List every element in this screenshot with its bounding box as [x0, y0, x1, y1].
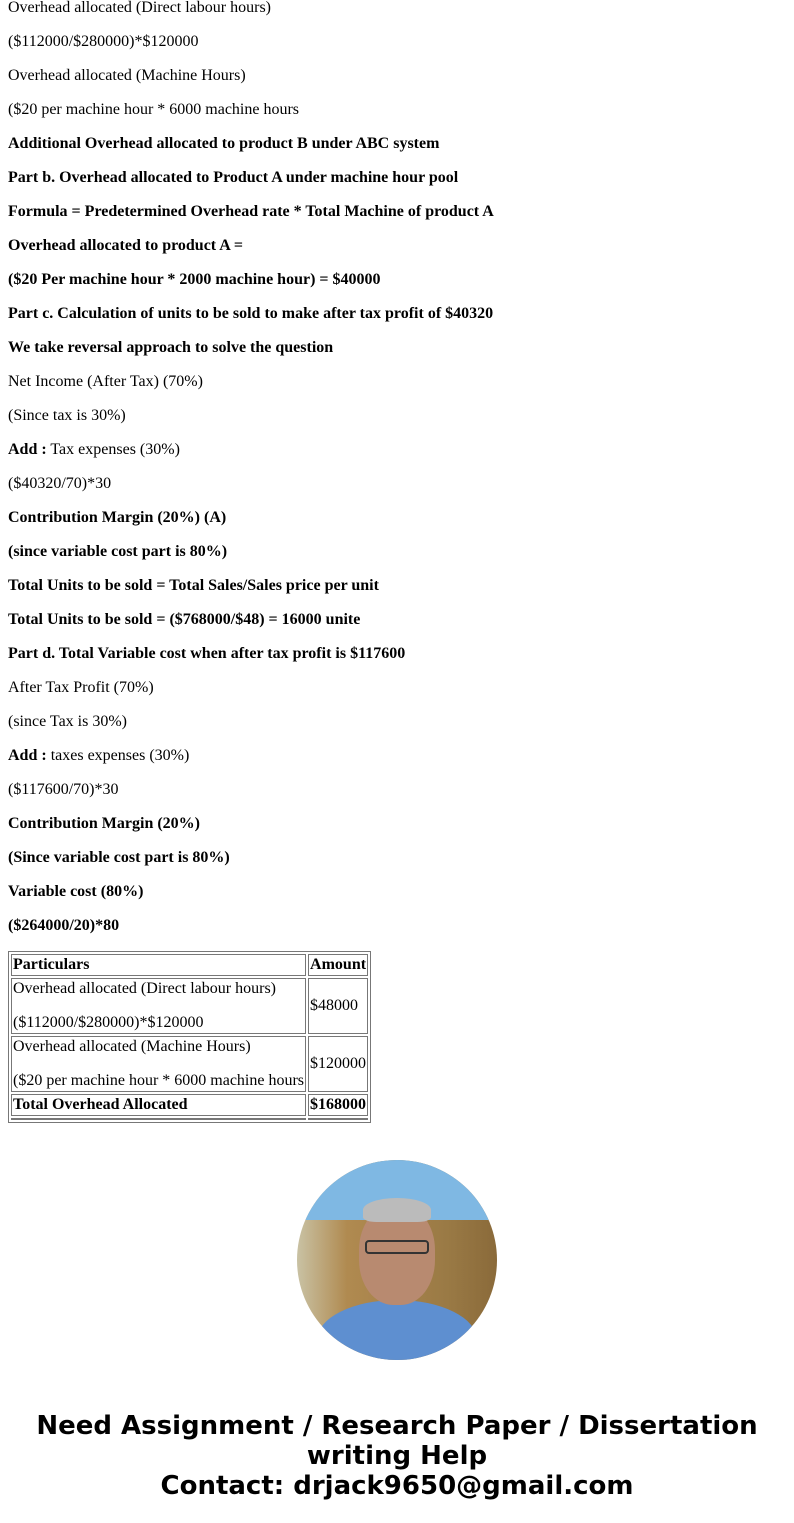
- header-amount-label: Amount: [310, 956, 367, 973]
- line-text: Part c. Calculation of units to be sold to make after tax profit of $40320: [8, 305, 494, 322]
- line-text: Formula = Predetermined Overhead rate * Total Machine of product A: [8, 203, 494, 220]
- author-avatar: [297, 1160, 497, 1360]
- text-line: [8, 237, 786, 255]
- text-line: [8, 101, 786, 119]
- particulars-cell: [11, 978, 306, 1034]
- text-line: [8, 441, 786, 459]
- cell-formula: ($20 per machine hour * 6000 machine hours: [13, 1072, 305, 1089]
- table-header-row: [11, 954, 368, 976]
- line-text: ($117600/70)*30: [8, 781, 119, 798]
- text-line: [8, 611, 786, 629]
- line-prefix: Add :: [8, 747, 47, 764]
- text-line: [8, 849, 786, 867]
- line-text: Part b. Overhead allocated to Product A under machine hour pool: [8, 169, 459, 186]
- text-line: [8, 781, 786, 799]
- line-text: (Since variable cost part is 80%): [8, 849, 230, 866]
- particulars-cell: [11, 1036, 306, 1092]
- amount-cell: $48000: [308, 978, 368, 1034]
- text-line: [8, 679, 786, 697]
- empty-row: [11, 1118, 368, 1120]
- line-text: After Tax Profit (70%): [8, 679, 154, 696]
- text-line: [8, 475, 786, 493]
- text-line: [8, 883, 786, 901]
- text-line: [8, 543, 786, 561]
- line-text: (Since tax is 30%): [8, 407, 126, 424]
- text-line: [8, 135, 786, 153]
- amount-cell: $120000: [308, 1036, 368, 1092]
- header-particulars-label: Particulars: [13, 956, 90, 973]
- text-line: [8, 407, 786, 425]
- line-text: Contribution Margin (20%): [8, 815, 200, 832]
- text-line: [8, 203, 786, 221]
- line-text: Part d. Total Variable cost when after tax profit is $117600: [8, 645, 406, 662]
- line-text: ($20 per machine hour * 6000 machine hours: [8, 101, 300, 118]
- cell-text: Overhead allocated (Machine Hours): [13, 1038, 251, 1055]
- empty-cell: [308, 1118, 368, 1120]
- text-line: [8, 339, 786, 357]
- total-label: Total Overhead Allocated: [13, 1096, 188, 1113]
- line-text: ($40320/70)*30: [8, 475, 112, 492]
- line-text: We take reversal approach to solve the question: [8, 339, 334, 356]
- table-row: [11, 1036, 368, 1092]
- text-line: [8, 509, 786, 527]
- text-line: [8, 33, 786, 51]
- line-text: Net Income (After Tax) (70%): [8, 373, 203, 390]
- table-total-row: [11, 1094, 368, 1116]
- line-text: ($264000/20)*80: [8, 917, 120, 934]
- text-line: [8, 305, 786, 323]
- empty-cell: [11, 1118, 306, 1120]
- line-text: (since Tax is 30%): [8, 713, 127, 730]
- line-text: (since variable cost part is 80%): [8, 543, 228, 560]
- text-line: [8, 271, 786, 289]
- cell-text: Overhead allocated (Direct labour hours): [13, 980, 276, 997]
- total-amount-cell: [308, 1094, 368, 1116]
- solution-content: [8, 0, 786, 935]
- text-line: [8, 577, 786, 595]
- text-line: [8, 169, 786, 187]
- header-amount: [308, 954, 368, 976]
- line-text: Overhead allocated (Machine Hours): [8, 67, 246, 84]
- text-line: [8, 815, 786, 833]
- avatar-glasses: [365, 1240, 429, 1254]
- total-label-cell: [11, 1094, 306, 1116]
- text-line: [8, 373, 786, 391]
- line-text: Additional Overhead allocated to product B under ABC system: [8, 135, 440, 152]
- table-row: [11, 978, 368, 1034]
- text-line: [8, 67, 786, 85]
- line-text: taxes expenses (30%): [46, 747, 190, 764]
- text-line: [8, 0, 786, 17]
- text-line: [8, 747, 786, 765]
- line-text: Variable cost (80%): [8, 883, 144, 900]
- total-amount: $168000: [310, 1096, 367, 1113]
- help-text: Need Assignment / Research Paper / Dissertation writing Help: [36, 1411, 758, 1471]
- cell-formula: ($112000/$280000)*$120000: [13, 1014, 204, 1031]
- overhead-table: [8, 951, 371, 1123]
- header-particulars: [11, 954, 306, 976]
- help-banner: [8, 1411, 786, 1501]
- line-text: ($112000/$280000)*$120000: [8, 33, 199, 50]
- line-text: Contribution Margin (20%) (A): [8, 509, 227, 526]
- line-text: Total Units to be sold = ($768000/$48) = 16000 unite: [8, 611, 361, 628]
- text-line: [8, 917, 786, 935]
- line-text: Total Units to be sold = Total Sales/Sales price per unit: [8, 577, 379, 594]
- line-text: Overhead allocated (Direct labour hours): [8, 0, 271, 16]
- avatar-hair: [363, 1198, 431, 1222]
- line-text: Overhead allocated to product A =: [8, 237, 244, 254]
- text-line: [8, 645, 786, 663]
- line-prefix: Add :: [8, 441, 47, 458]
- line-text: ($20 Per machine hour * 2000 machine hour) = $40000: [8, 271, 381, 288]
- contact-text: Contact: drjack9650@gmail.com: [160, 1471, 634, 1501]
- avatar-shirt: [317, 1300, 477, 1360]
- text-line: [8, 713, 786, 731]
- line-text: Tax expenses (30%): [46, 441, 180, 458]
